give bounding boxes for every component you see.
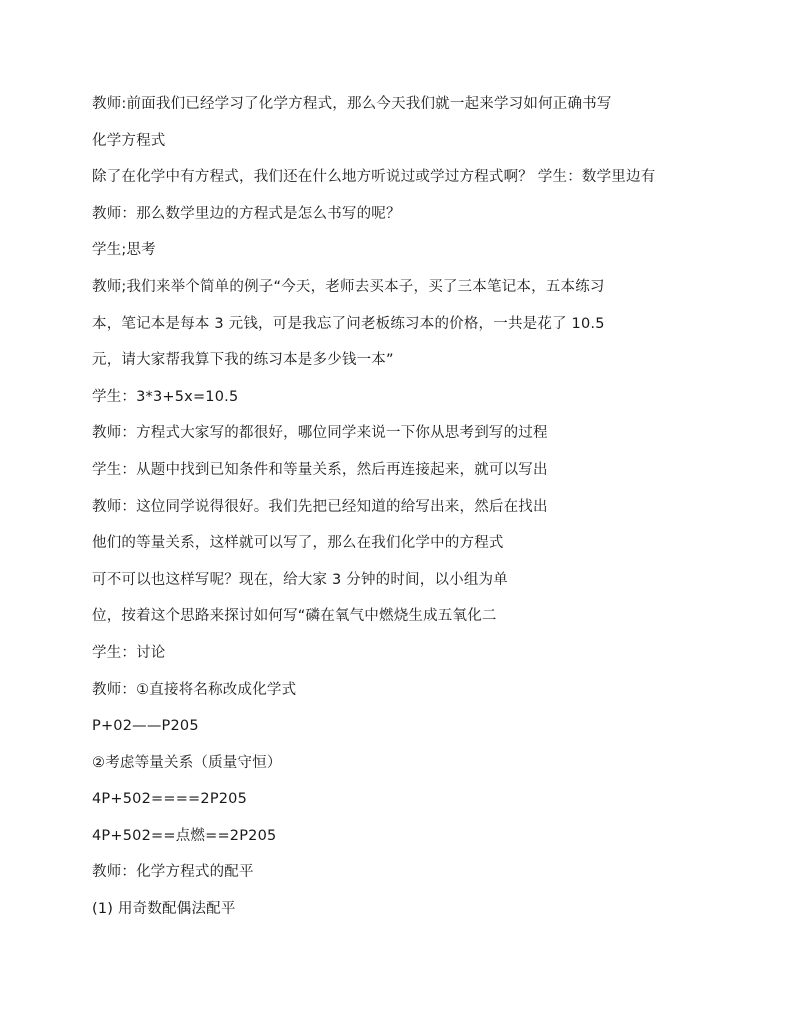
text-line: 化学方程式 — [92, 132, 166, 149]
text-line: 教师：化学方程式的配平 — [92, 864, 254, 881]
text-line: 教师：这位同学说得很好。我们先把已经知道的给写出来，然后在找出 — [92, 498, 548, 515]
text-line: 学生;思考 — [92, 242, 156, 259]
text-line: 4P+502==点燃==2P205 — [92, 827, 277, 844]
text-line: 学生：3*3+5x=10.5 — [92, 388, 239, 405]
document-body — [92, 92, 772, 934]
text-line: 位，按着这个思路来探讨如何写“磷在氧气中燃烧生成五氧化二 — [92, 608, 497, 625]
text-line: 学生：讨论 — [92, 644, 166, 661]
text-line: 他们的等量关系，这样就可以写了，那么在我们化学中的方程式 — [92, 535, 504, 552]
text-line: 可不可以也这样写呢？现在，给大家 3 分钟的时间，以小组为单 — [92, 571, 508, 588]
text-line: 学生：从题中找到已知条件和等量关系，然后再连接起来，就可以写出 — [92, 461, 548, 478]
text-line: 教师：方程式大家写的都很好，哪位同学来说一下你从思考到写的过程 — [92, 425, 548, 442]
text-line: 教师：①直接将名称改成化学式 — [92, 681, 297, 698]
text-line: 本，笔记本是每本 3 元钱，可是我忘了问老板练习本的价格，一共是花了 10.5 — [92, 315, 605, 332]
text-line: P+02——P205 — [92, 718, 199, 735]
text-line: 元，请大家帮我算下我的练习本是多少钱一本” — [92, 352, 394, 369]
text-line: 教师:前面我们已经学习了化学方程式，那么今天我们就一起来学习如何正确书写 — [92, 96, 612, 112]
text-line: 4P+502====2P205 — [92, 791, 248, 808]
text-line: 教师：那么数学里边的方程式是怎么书写的呢？ — [92, 205, 401, 222]
text-line: (1) 用奇数配偶法配平 — [92, 901, 236, 918]
text-line: 教师;我们来举个简单的例子“今天，老师去买本子，买了三本笔记本，五本练习 — [92, 278, 605, 295]
text-line: ②考虑等量关系（质量守恒） — [92, 754, 282, 771]
text-line: 除了在化学中有方程式，我们还在什么地方听说过或学过方程式啊？ 学生：数学里边有 — [92, 169, 656, 186]
